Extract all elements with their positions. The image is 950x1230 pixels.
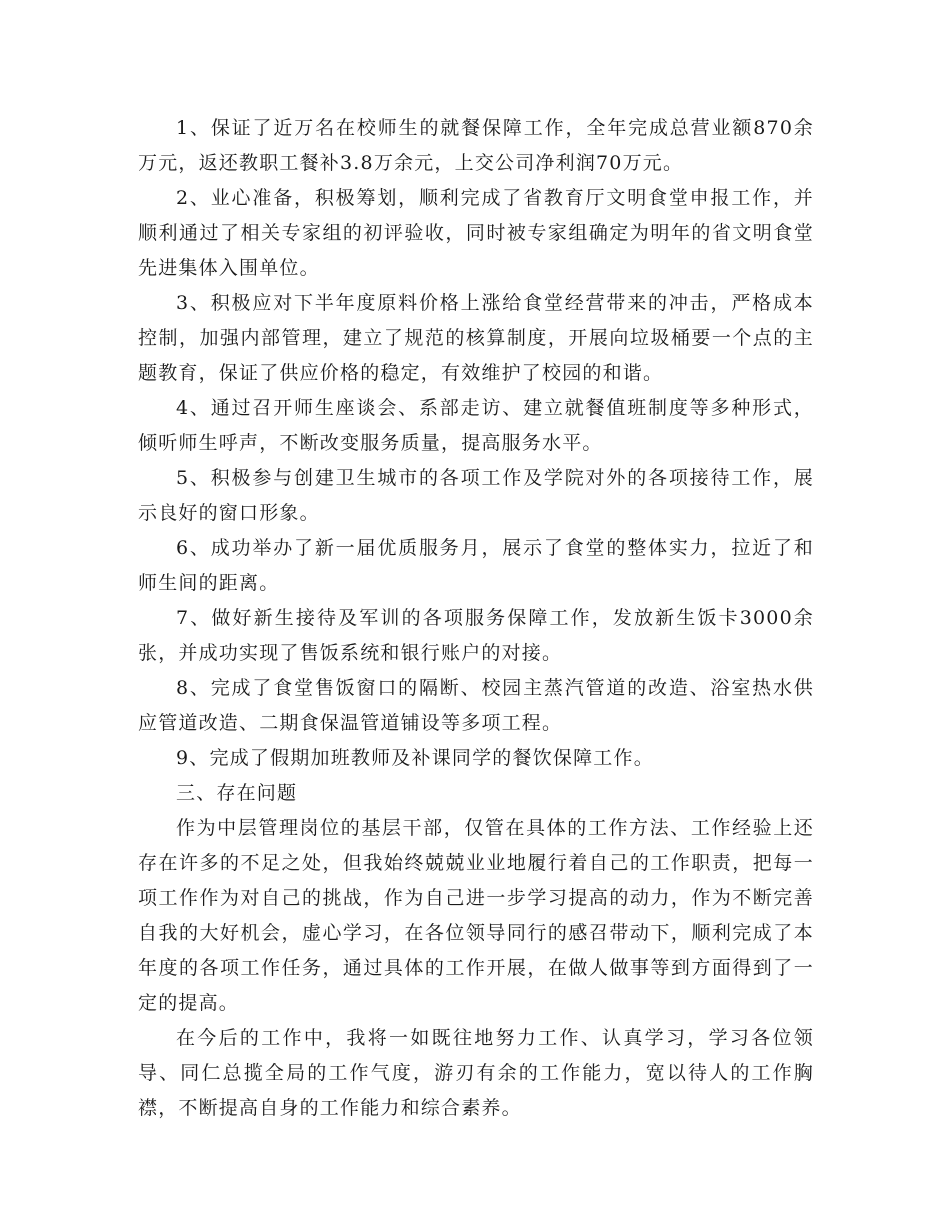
- paragraph-item-4: 4、通过召开师生座谈会、系部走访、建立就餐值班制度等多种形式，倾听师生呼声，不断改变服务质量，提高服务水平。: [138, 397, 814, 454]
- paragraph-item-8: 8、完成了食堂售饭窗口的隔断、校园主蒸汽管道的改造、浴室热水供应管道改造、二期食保温管道铺设等多项工程。: [138, 677, 814, 734]
- paragraph-item-1: 1、保证了近万名在校师生的就餐保障工作，全年完成总营业额870余万元，返还教职工餐补3.8万余元，上交公司净利润70万元。: [138, 117, 814, 174]
- paragraph-item-7: 7、做好新生接待及军训的各项服务保障工作，发放新生饭卡3000余张，并成功实现了售饭系统和银行账户的对接。: [138, 607, 814, 664]
- section-heading: 三、存在问题: [176, 782, 298, 804]
- paragraph-item-3: 3、积极应对下半年度原料价格上涨给食堂经营带来的冲击，严格成本控制，加强内部管理，建立了规范的核算制度，开展向垃圾桶要一个点的主题教育，保证了供应价格的稳定，有效维护了校园的和谐。: [138, 292, 814, 384]
- document-body: [138, 111, 814, 1126]
- paragraph-item-9: 9、完成了假期加班教师及补课同学的餐饮保障工作。: [176, 747, 654, 769]
- paragraph-problems: 作为中层管理岗位的基层干部，仅管在具体的工作方法、工作经验上还存在许多的不足之处，但我始终兢兢业业地履行着自己的工作职责，把每一项工作作为对自己的挑战，作为自己进一步学习提高的动力，作为不断完善自我的大好机会，虚心学习，在各位领导同行的感召带动下，顺利完成了本年度的各项工作任务，通过具体的工作开展，在做人做事等到方面得到了一定的提高。: [138, 817, 814, 1014]
- paragraph-item-2: 2、业心准备，积极筹划，顺利完成了省教育厅文明食堂申报工作，并顺利通过了相关专家组的初评验收，同时被专家组确定为明年的省文明食堂先进集体入围单位。: [138, 187, 814, 279]
- paragraph-outlook: 在今后的工作中，我将一如既往地努力工作、认真学习，学习各位领导、同仁总揽全局的工作气度，游刃有余的工作能力，宽以待人的工作胸襟，不断提高自身的工作能力和综合素养。: [138, 1027, 814, 1119]
- paragraph-item-6: 6、成功举办了新一届优质服务月，展示了食堂的整体实力，拉近了和师生间的距离。: [138, 537, 814, 594]
- paragraph-item-5: 5、积极参与创建卫生城市的各项工作及学院对外的各项接待工作，展示良好的窗口形象。: [138, 467, 814, 524]
